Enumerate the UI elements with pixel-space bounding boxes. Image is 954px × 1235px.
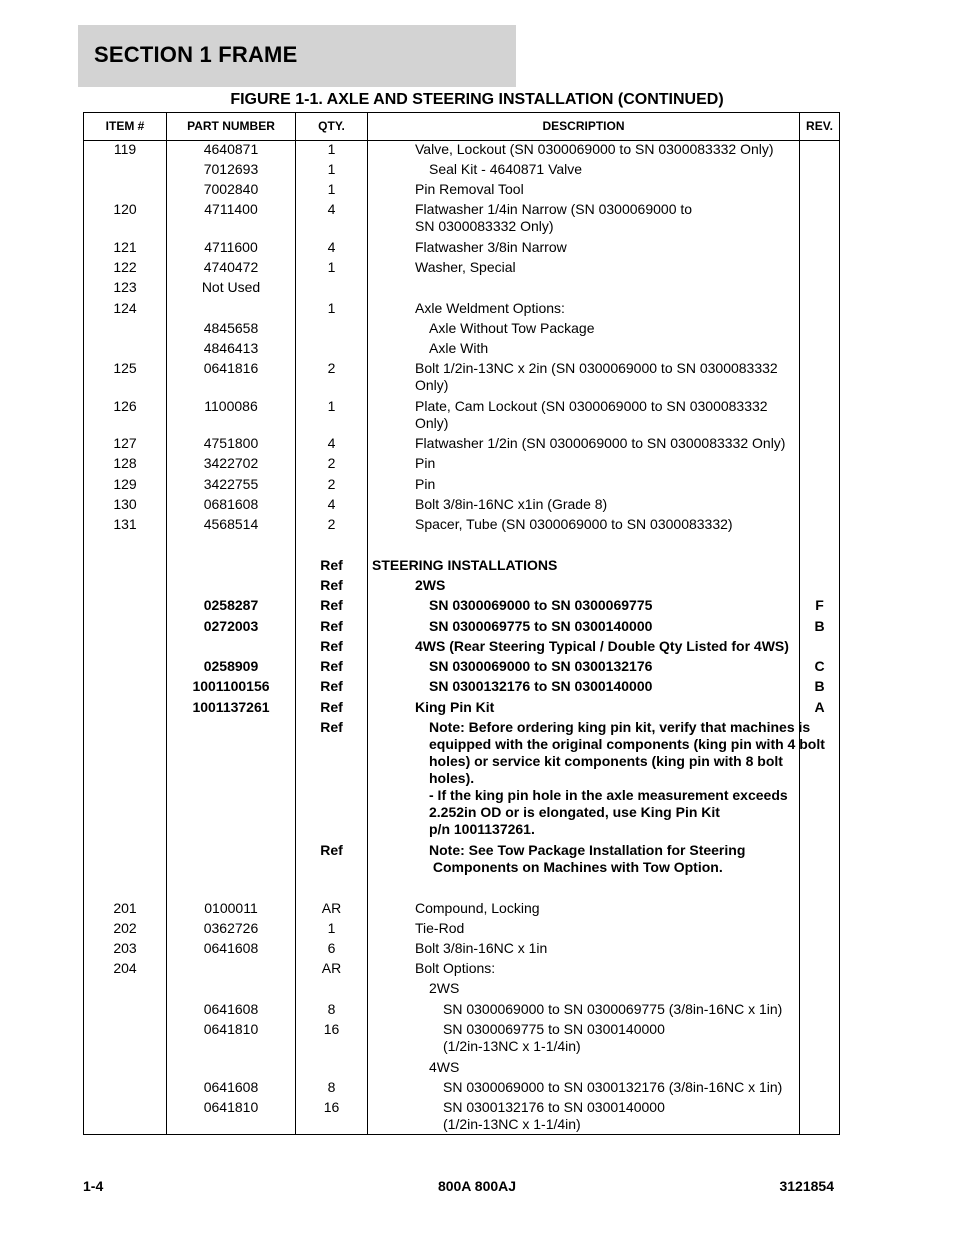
quantity: AR bbox=[321, 960, 342, 976]
item-number: 129 bbox=[113, 476, 137, 492]
description: Note: Before ordering king pin kit, verify that machines is equipped with the original components (king pin with 4 bolt holes) or service kit components (king pin with 8 bolt holes). - If the king pin hole in the axle measurement exceeds 2.252in OD or is elongated, use King Pin Kit p/n 1001137261. bbox=[429, 719, 825, 837]
part-number: 4711600 bbox=[204, 239, 258, 255]
part-number: 1001100156 bbox=[192, 678, 270, 694]
item-number: 124 bbox=[113, 300, 137, 316]
part-number: 3422755 bbox=[203, 476, 259, 492]
quantity: 4 bbox=[327, 435, 336, 451]
description: Axle Weldment Options: bbox=[415, 300, 565, 316]
part-number: 7002840 bbox=[203, 181, 259, 197]
quantity: 1 bbox=[327, 161, 336, 177]
quantity: Ref bbox=[320, 577, 343, 593]
part-number: 0362726 bbox=[203, 920, 259, 936]
quantity: AR bbox=[321, 900, 342, 916]
description: Plate, Cam Lockout (SN 0300069000 to SN 0300083332 Only) bbox=[415, 398, 768, 431]
header-rev: REV. bbox=[806, 119, 833, 133]
quantity: 2 bbox=[327, 516, 336, 532]
item-number: 130 bbox=[113, 496, 137, 512]
quantity: Ref bbox=[320, 597, 343, 613]
description: Pin bbox=[415, 455, 436, 471]
quantity: 8 bbox=[327, 1001, 336, 1017]
page-number: 1-4 bbox=[83, 1178, 104, 1194]
quantity: 2 bbox=[327, 360, 336, 376]
part-number: 4845658 bbox=[203, 320, 259, 336]
header-item: ITEM # bbox=[105, 119, 145, 133]
description: Bolt 3/8in-16NC x1in (Grade 8) bbox=[415, 496, 608, 512]
quantity: 2 bbox=[327, 455, 336, 471]
item-number: 119 bbox=[113, 141, 137, 157]
quantity: 4 bbox=[327, 239, 336, 255]
quantity: 16 bbox=[323, 1021, 340, 1037]
part-number: 0641810 bbox=[203, 1021, 259, 1037]
part-number: 4568514 bbox=[203, 516, 259, 532]
description: Bolt Options: bbox=[415, 960, 496, 976]
part-number: 7012693 bbox=[203, 161, 259, 177]
item-number: 202 bbox=[113, 920, 137, 936]
part-number: 0641810 bbox=[203, 1099, 259, 1115]
part-number: 4751800 bbox=[203, 435, 259, 451]
part-number: 1100086 bbox=[204, 398, 258, 414]
part-number: 0641608 bbox=[203, 940, 259, 956]
part-number: 0641608 bbox=[203, 1079, 259, 1095]
quantity: 1 bbox=[327, 300, 336, 316]
item-number: 201 bbox=[113, 900, 137, 916]
quantity: Ref bbox=[320, 842, 343, 858]
quantity: 16 bbox=[323, 1099, 340, 1115]
document-number: 3121854 bbox=[779, 1178, 834, 1194]
description: 4WS bbox=[429, 1059, 460, 1075]
part-number: 0681608 bbox=[203, 496, 259, 512]
item-number: 203 bbox=[113, 940, 137, 956]
description: SN 0300069775 to SN 0300140000 bbox=[429, 618, 653, 634]
part-number: 4846413 bbox=[203, 340, 259, 356]
description: 2WS bbox=[429, 980, 460, 996]
quantity: 1 bbox=[327, 141, 336, 157]
item-number: 125 bbox=[113, 360, 137, 376]
description: Valve, Lockout (SN 0300069000 to SN 0300083332 Only) bbox=[415, 141, 774, 157]
description: Seal Kit - 4640871 Valve bbox=[429, 161, 583, 177]
description: Pin bbox=[415, 476, 436, 492]
description: Compound, Locking bbox=[415, 900, 540, 916]
description: King Pin Kit bbox=[415, 699, 495, 715]
description: SN 0300069775 to SN 0300140000 (1/2in-13NC x 1-1/4in) bbox=[443, 1021, 665, 1054]
part-number: 0272003 bbox=[203, 618, 259, 634]
quantity: 6 bbox=[327, 940, 336, 956]
part-number: 0258287 bbox=[203, 597, 259, 613]
quantity: Ref bbox=[320, 699, 343, 715]
quantity: 8 bbox=[327, 1079, 336, 1095]
description: STEERING INSTALLATIONS bbox=[372, 557, 558, 573]
quantity: 4 bbox=[327, 201, 336, 217]
description: Axle Without Tow Package bbox=[429, 320, 595, 336]
quantity: 1 bbox=[327, 920, 336, 936]
description: SN 0300069000 to SN 0300132176 bbox=[429, 658, 653, 674]
description: Washer, Special bbox=[415, 259, 516, 275]
quantity: 1 bbox=[327, 181, 336, 197]
quantity: Ref bbox=[320, 618, 343, 634]
item-number: 128 bbox=[113, 455, 137, 471]
quantity: Ref bbox=[320, 638, 343, 654]
figure-title: FIGURE 1-1. AXLE AND STEERING INSTALLATION (CONTINUED) bbox=[230, 91, 724, 108]
description: Tie-Rod bbox=[415, 920, 465, 936]
part-number: 0641816 bbox=[203, 360, 259, 376]
description: Pin Removal Tool bbox=[415, 181, 524, 197]
item-number: 122 bbox=[113, 259, 137, 275]
parts-table bbox=[83, 112, 840, 1135]
header-part-number: PART NUMBER bbox=[187, 119, 275, 133]
item-number: 204 bbox=[113, 960, 137, 976]
description: Spacer, Tube (SN 0300069000 to SN 0300083332) bbox=[415, 516, 733, 532]
part-number: 4740472 bbox=[203, 259, 259, 275]
description: SN 0300132176 to SN 0300140000 (1/2in-13NC x 1-1/4in) bbox=[443, 1099, 665, 1132]
header-description: DESCRIPTION bbox=[542, 119, 625, 133]
quantity: 2 bbox=[327, 476, 336, 492]
item-number: 126 bbox=[113, 398, 137, 414]
description: SN 0300132176 to SN 0300140000 bbox=[429, 678, 653, 694]
item-number: 123 bbox=[113, 279, 137, 295]
description: Axle With bbox=[429, 340, 489, 356]
description: 2WS bbox=[415, 577, 446, 593]
description: Bolt 1/2in-13NC x 2in (SN 0300069000 to SN 0300083332 Only) bbox=[415, 360, 778, 393]
part-number: 3422702 bbox=[203, 455, 259, 471]
part-number: Not Used bbox=[201, 279, 261, 295]
description: SN 0300069000 to SN 0300069775 (3/8in-16NC x 1in) bbox=[443, 1001, 783, 1017]
quantity: 4 bbox=[327, 496, 336, 512]
header-qty: QTY. bbox=[318, 119, 345, 133]
part-number: 1001137261 bbox=[192, 699, 270, 715]
description: 4WS (Rear Steering Typical / Double Qty Listed for 4WS) bbox=[415, 638, 789, 654]
item-number: 131 bbox=[113, 516, 137, 532]
description: Bolt 3/8in-16NC x 1in bbox=[415, 940, 548, 956]
description: SN 0300069000 to SN 0300132176 (3/8in-16NC x 1in) bbox=[443, 1079, 783, 1095]
revision: C bbox=[814, 658, 825, 674]
item-number: 121 bbox=[113, 239, 137, 255]
item-number: 120 bbox=[113, 201, 137, 217]
revision: B bbox=[814, 678, 825, 694]
revision: B bbox=[814, 618, 825, 634]
description: Flatwasher 1/2in (SN 0300069000 to SN 0300083332 Only) bbox=[415, 435, 786, 451]
quantity: Ref bbox=[320, 658, 343, 674]
revision: A bbox=[814, 699, 825, 715]
quantity: Ref bbox=[320, 557, 343, 573]
part-number: 0641608 bbox=[203, 1001, 259, 1017]
section-title: SECTION 1 FRAME bbox=[94, 42, 298, 67]
quantity: 1 bbox=[327, 398, 336, 414]
description: Note: See Tow Package Installation for Steering Components on Machines with Tow Option. bbox=[429, 842, 746, 875]
description: Flatwasher 3/8in Narrow bbox=[415, 239, 567, 255]
quantity: Ref bbox=[320, 719, 343, 735]
quantity: Ref bbox=[320, 678, 343, 694]
item-number: 127 bbox=[113, 435, 137, 451]
part-number: 4711400 bbox=[204, 201, 258, 217]
part-number: 0100011 bbox=[204, 900, 258, 916]
model-name: 800A 800AJ bbox=[437, 1178, 517, 1194]
description: SN 0300069000 to SN 0300069775 bbox=[429, 597, 653, 613]
description: Flatwasher 1/4in Narrow (SN 0300069000 to SN 0300083332 Only) bbox=[415, 201, 693, 234]
section-header-band bbox=[78, 25, 516, 87]
revision: F bbox=[815, 597, 824, 613]
part-number: 0258909 bbox=[203, 658, 259, 674]
quantity: 1 bbox=[327, 259, 336, 275]
part-number: 4640871 bbox=[203, 141, 259, 157]
